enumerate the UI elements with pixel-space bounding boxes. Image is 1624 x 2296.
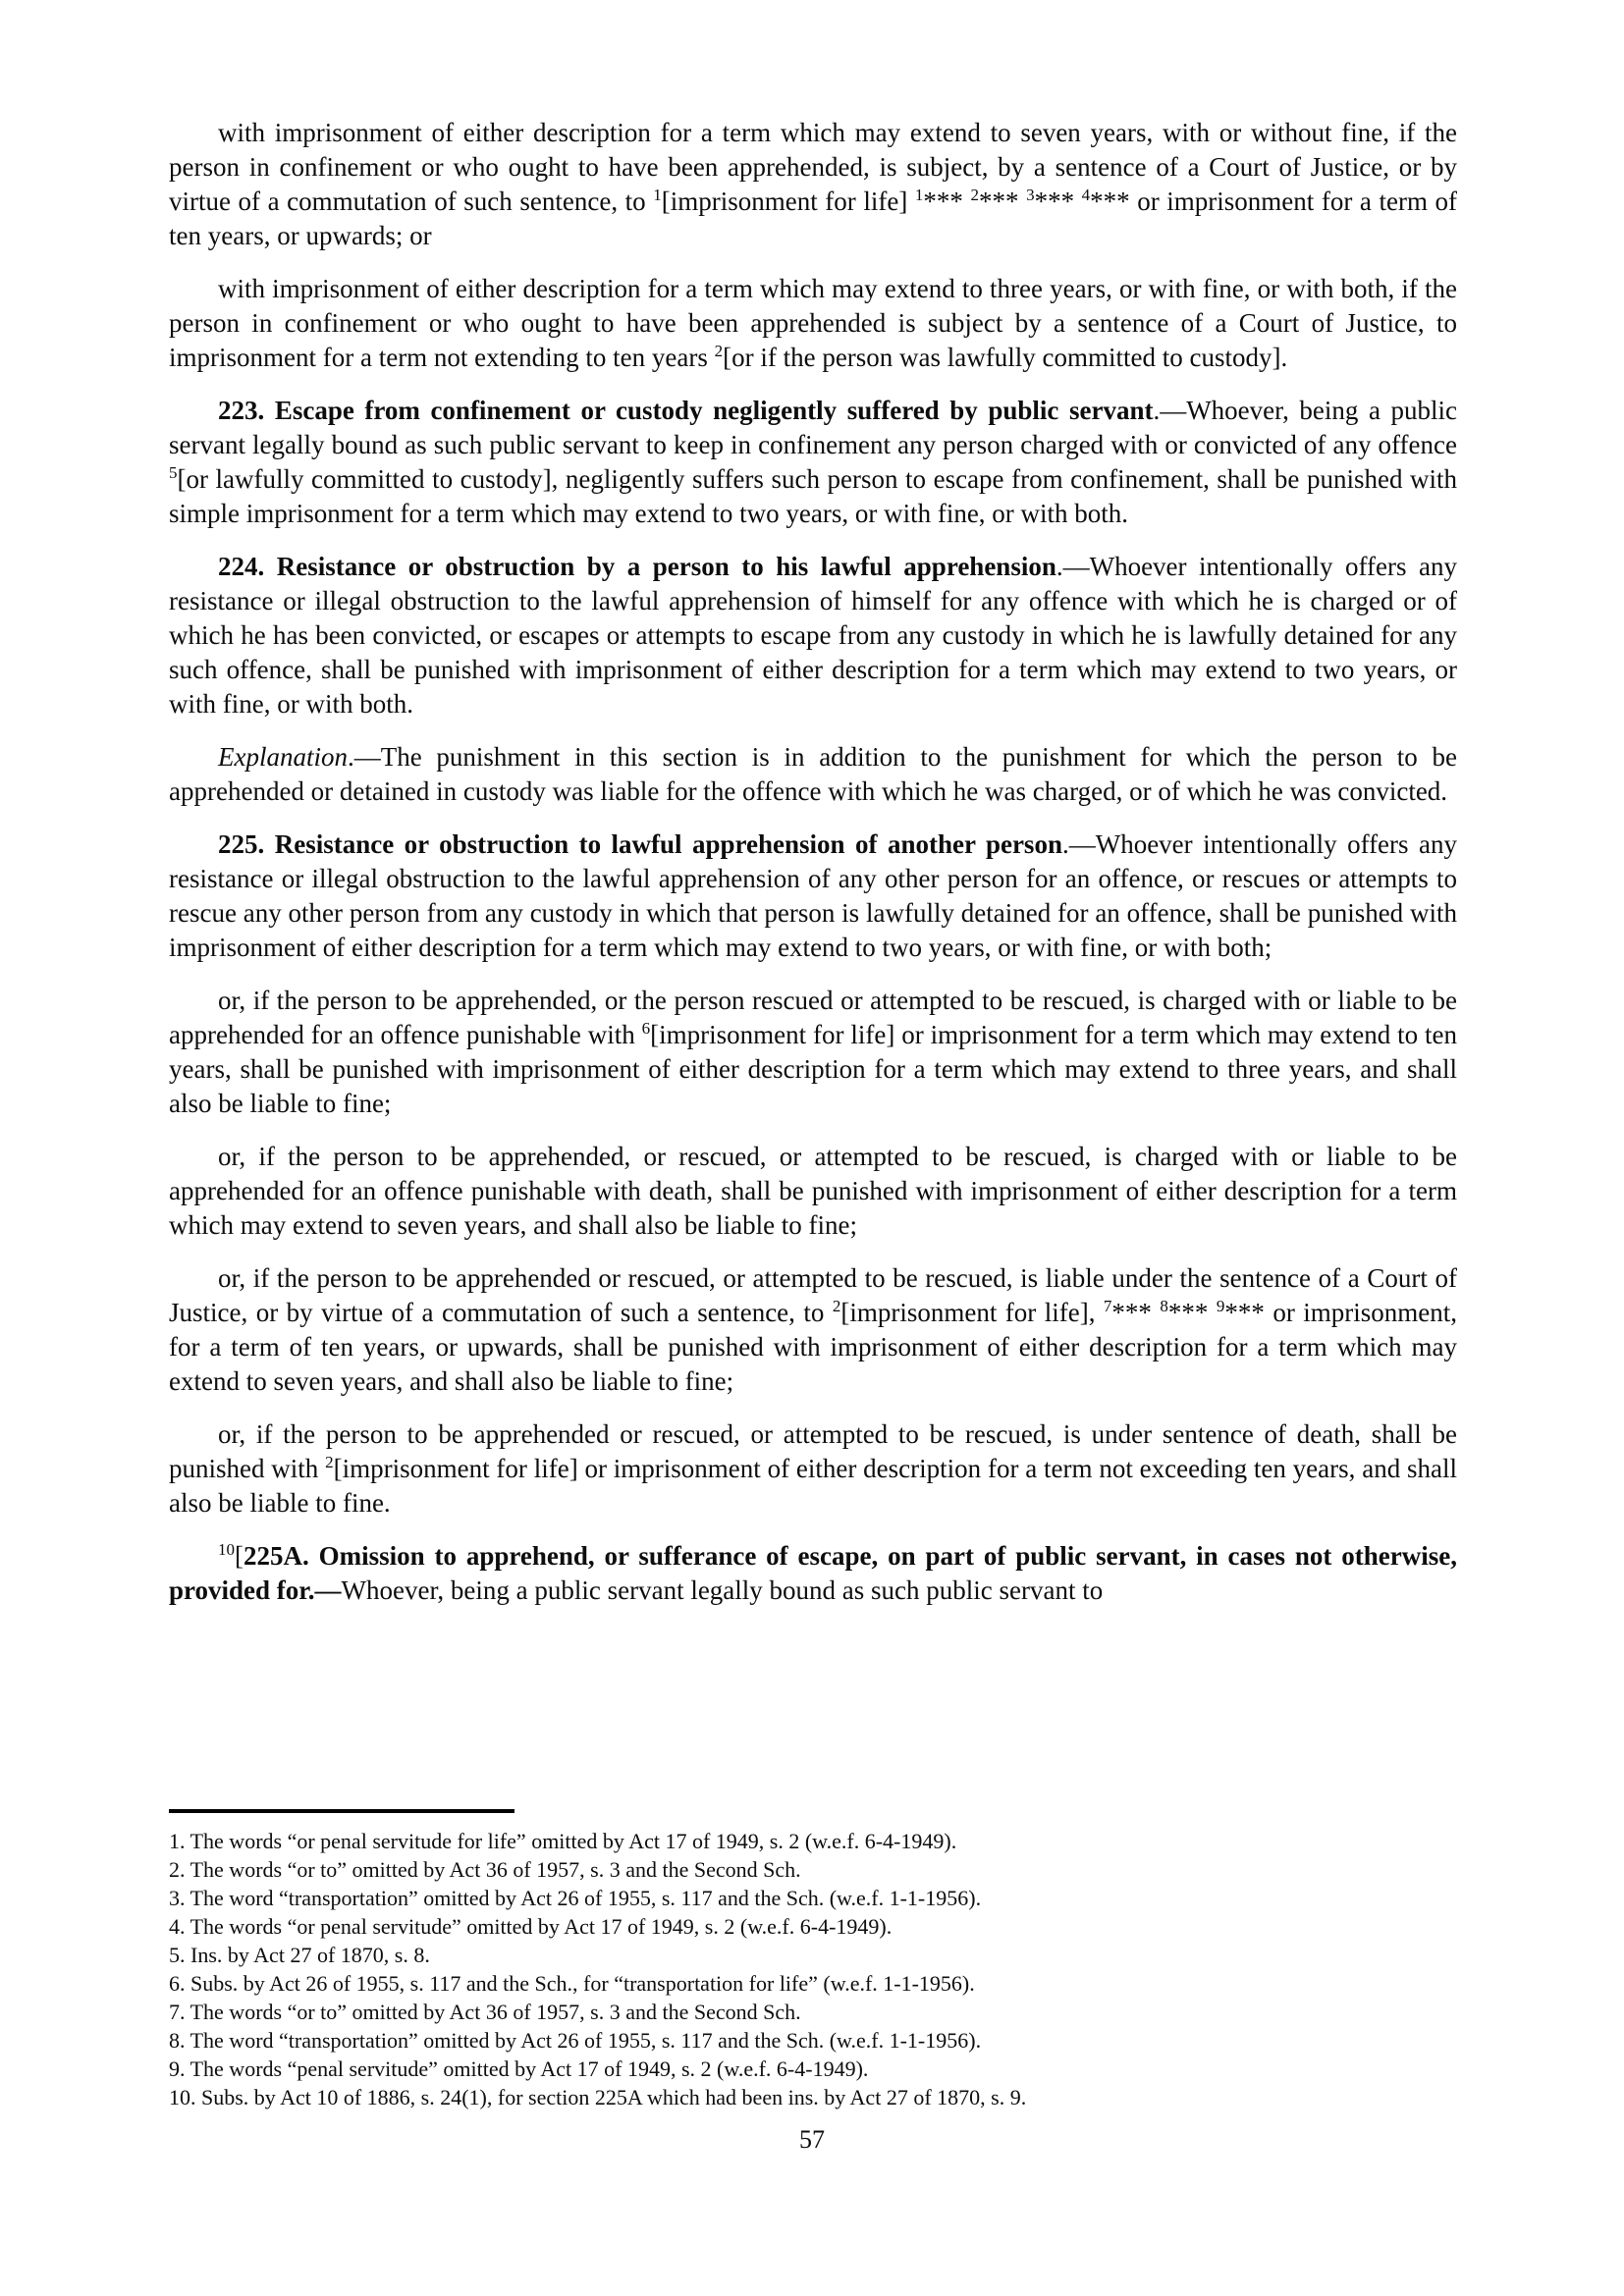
text-segment: Whoever, being a public servant legally bound as such public servant to	[341, 1575, 1104, 1605]
text-segment: .—Whoever intentionally offers any resistance or illegal obstruction to the lawful apprehension of any other person for an offence, or rescues or attempts to rescue any other person from any custody in which that person is lawfully detained for an offence, shall be punished with imprisonment of either description for a term which may extend to two years, or with fine, or with both;	[169, 829, 1457, 962]
section-225-clause-death	[169, 1140, 1457, 1243]
text-segment: or, if the person to be apprehended or rescued, or attempted to be rescued, is under sentence of death, shall be punished with	[169, 1419, 1457, 1483]
text-segment: ***	[1034, 187, 1082, 216]
section-224-explanation	[169, 740, 1457, 809]
text-segment: [imprisonment for life] or imprisonment for a term which may extend to ten years, shall be punished with imprisonment of either description for a term which may extend to three years, and shall also be liable to fine;	[169, 1020, 1457, 1118]
section-225A	[169, 1539, 1457, 1608]
text-segment: 224. Resistance or obstruction by a person to his lawful apprehension	[218, 552, 1056, 581]
text-segment: 225. Resistance or obstruction to lawful apprehension of another person	[218, 829, 1062, 859]
text-segment: ***	[923, 187, 971, 216]
footnote-reference: 9	[1216, 1297, 1225, 1315]
text-segment: *** or imprisonment for a term of ten years, or upwards; or	[169, 187, 1458, 250]
footnotes-list	[169, 1827, 1457, 2111]
footnote: 6. Subs. by Act 26 of 1955, s. 117 and the Sch., for “transportation for life” (w.e.f. 1-1-1956).	[169, 1971, 975, 1996]
text-segment: with imprisonment of either description for a term which may extend to seven years, with or without fine, if the person in confinement or who ought to have been apprehended, is subject, by a sentence of a Court of Justice, or by virtue of a commutation of such sentence, to	[169, 118, 1457, 216]
text-segment: or, if the person to be apprehended, or rescued, or attempted to be rescued, is charged with or liable to be apprehended for an offence punishable with death, shall be punished with imprisonment of either description for a term which may extend to seven years, and shall also be liable to fine;	[169, 1142, 1457, 1240]
footnote-reference: 6	[641, 1019, 651, 1038]
text-segment: Explanation	[218, 742, 348, 772]
footnote-reference: 2	[970, 186, 979, 204]
section-223	[169, 394, 1457, 531]
text-segment: [imprisonment for life]	[661, 187, 915, 216]
text-segment: 223. Escape from confinement or custody negligently suffered by public servant	[218, 396, 1154, 425]
text-segment: [or if the person was lawfully committed to custody].	[723, 343, 1288, 372]
footnote-reference: 4	[1081, 186, 1091, 204]
section-225-clause-commutation	[169, 1261, 1457, 1399]
footnote-reference: 2	[325, 1453, 334, 1471]
footnote: 1. The words “or penal servitude for life” omitted by Act 17 of 1949, s. 2 (w.e.f. 6-4-1949).	[169, 1829, 957, 1853]
footnote: 8. The word “transportation” omitted by Act 26 of 1955, s. 117 and the Sch. (w.e.f. 1-1-1956).	[169, 2028, 982, 2053]
footnote: 10. Subs. by Act 10 of 1886, s. 24(1), for section 225A which had been ins. by Act 27 of 1870, s. 9.	[169, 2085, 1027, 2109]
text-segment: .—Whoever, being a public servant legally bound as such public servant to keep in confinement any person charged with or convicted of any offence	[169, 396, 1457, 459]
section-225	[169, 828, 1457, 965]
footnote-reference: 2	[832, 1297, 841, 1315]
text-segment: [or lawfully committed to custody], negligently suffers such person to escape from confinement, shall be punished with simple imprisonment for a term which may extend to two years, or with fine, or with both.	[169, 464, 1457, 528]
text-segment: with imprisonment of either description for a term which may extend to three years, or with fine, or with both, if the person in confinement or who ought to have been apprehended is subject by a sentence of a Court of Justice, to imprisonment for a term not extending to ten years	[169, 274, 1457, 372]
text-segment: or, if the person to be apprehended or rescued, or attempted to be rescued, is liable under the sentence of a Court of Justice, or by virtue of a commutation of such a sentence, to	[169, 1263, 1457, 1327]
footnote-reference: 1	[653, 186, 662, 204]
footnote: 3. The word “transportation” omitted by Act 26 of 1955, s. 117 and the Sch. (w.e.f. 1-1-1956).	[169, 1886, 982, 1910]
text-segment: ***	[1111, 1298, 1161, 1327]
text-segment: ***	[978, 187, 1027, 216]
page-number: 57	[799, 2125, 825, 2154]
text-segment: *** or imprisonment, for a term of ten years, or upwards, shall be punished with imprisonment of either description for a term which may extend to seven years, and shall also be liable to fine;	[169, 1298, 1458, 1396]
footnote: 4. The words “or penal servitude” omitted by Act 17 of 1949, s. 2 (w.e.f. 6-4-1949).	[169, 1914, 893, 1939]
text-segment: 225A. Omission to apprehend, or sufferance of escape, on part of public servant, in cases not otherwise, provided for.—	[169, 1541, 1457, 1605]
text-segment: ***	[1167, 1298, 1217, 1327]
footnote-reference: 5	[169, 463, 178, 482]
section-225-clause-sentence-of-death	[169, 1417, 1457, 1521]
footnote-reference: 8	[1160, 1297, 1168, 1315]
footnote-reference: 10	[218, 1540, 235, 1559]
footnote-reference: 1	[914, 186, 924, 204]
footnote-reference: 3	[1026, 186, 1035, 204]
text-segment: [	[235, 1541, 244, 1571]
text-segment: [imprisonment for life] or imprisonment of either description for a term not exceeding ten years, and shall also be liable to fine.	[169, 1454, 1457, 1518]
footnote: 5. Ins. by Act 27 of 1870, s. 8.	[169, 1943, 430, 1967]
document-body	[169, 116, 1457, 1627]
footnote: 2. The words “or to” omitted by Act 36 of 1957, s. 3 and the Second Sch.	[169, 1857, 801, 1882]
footnote: 7. The words “or to” omitted by Act 36 of 1957, s. 3 and the Second Sch.	[169, 2000, 801, 2024]
text-segment: or, if the person to be apprehended, or the person rescued or attempted to be rescued, is charged with or liable to be apprehended for an offence punishable with	[169, 986, 1457, 1049]
clause-imprisonment-three-years	[169, 272, 1457, 375]
footnote-divider	[169, 1809, 514, 1813]
section-225-clause-ten-years	[169, 984, 1457, 1121]
clause-imprisonment-seven-years	[169, 116, 1457, 253]
footnotes-section	[169, 1809, 1457, 2111]
footnote-reference: 7	[1103, 1297, 1112, 1315]
footnote-reference: 2	[714, 342, 724, 360]
text-segment: .—The punishment in this section is in addition to the punishment for which the person to be apprehended or detained in custody was liable for the offence with which he was charged, or of which he was convicted.	[169, 742, 1457, 806]
footnote: 9. The words “penal servitude” omitted by Act 17 of 1949, s. 2 (w.e.f. 6-4-1949).	[169, 2056, 869, 2081]
section-224	[169, 550, 1457, 721]
text-segment: [imprisonment for life],	[840, 1298, 1104, 1327]
text-segment: .—Whoever intentionally offers any resistance or illegal obstruction to the lawful apprehension of himself for any offence with which he is charged or of which he has been convicted, or escapes or attempts to escape from any custody in which he is lawfully detained for any such offence, shall be punished with imprisonment of either description for a term which may extend to two years, or with fine, or with both.	[169, 552, 1457, 719]
